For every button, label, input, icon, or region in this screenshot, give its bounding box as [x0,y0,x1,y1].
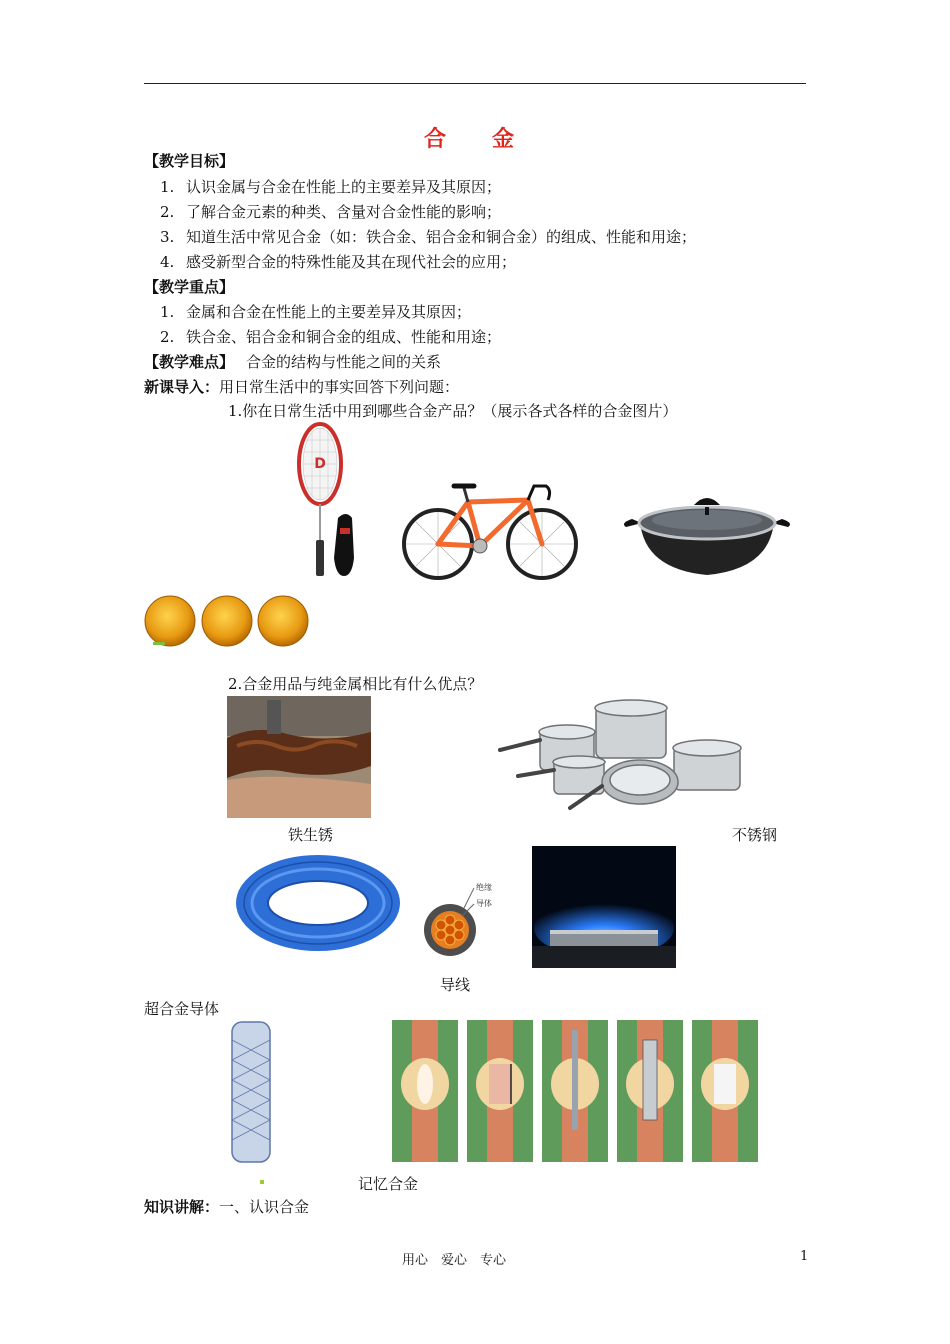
knowledge-line: 知识讲解：一、认识合金 [144,1198,310,1216]
objectives-heading: 【教学目标】 [144,152,235,170]
wok-image [622,495,792,580]
footer-motto: 用心 爱心 专心 [402,1253,507,1268]
caption-steel: 不锈钢 [732,826,778,844]
rust-image [227,696,371,818]
wire-label-insulation: 绝缘 [476,883,492,892]
caption-rust: 铁生锈 [288,826,334,844]
caption-memory: 记忆合金 [358,1175,419,1193]
bicycle-image [400,474,580,584]
question-2: 2.合金用品与纯金属相比有什么优点？ [228,675,483,693]
stainless-cookware-image [492,696,748,816]
caption-wire: 导线 [440,976,471,994]
keypoints-heading: 【教学重点】 [144,278,235,296]
question-1: 1.你在日常生活中用到哪些合金产品？（展示各式各样的合金图片） [228,402,678,420]
page-number: 1 [800,1249,809,1264]
keypoint-item: 1. 金属和合金在性能上的主要差异及其原因； [160,303,472,321]
caption-superalloy: 超合金导体 [144,1000,220,1018]
stent-image [226,1020,276,1190]
header-rule [144,83,806,84]
difficulty-line: 【教学难点】 合金的结构与性能之间的关系 [144,353,442,371]
objective-item: 1. 认识金属与合金在性能上的主要差异及其原因； [160,178,502,196]
wire-coil-image [228,848,498,958]
objective-item: 4. 感受新型合金的特殊性能及其在现代社会的应用； [160,253,517,271]
keypoint-item: 2. 铁合金、铝合金和铜合金的组成、性能和用途； [160,328,502,346]
wire-label-conductor: 导体 [476,899,492,908]
gold-coins-image [143,596,313,650]
page-title: 合 金 [423,126,526,152]
objective-item: 3. 知道生活中常见合金（如：铁合金、铝合金和铜合金）的组成、性能和用途； [160,228,697,246]
svg-text:D: D [314,456,326,472]
memory-alloy-image [392,1020,758,1162]
objective-item: 2. 了解合金元素的种类、含量对合金性能的影响； [160,203,502,221]
racket-image [290,420,370,580]
intro-line: 新课导入：用日常生活中的事实回答下列问题： [144,378,460,396]
superalloy-image [532,846,676,968]
